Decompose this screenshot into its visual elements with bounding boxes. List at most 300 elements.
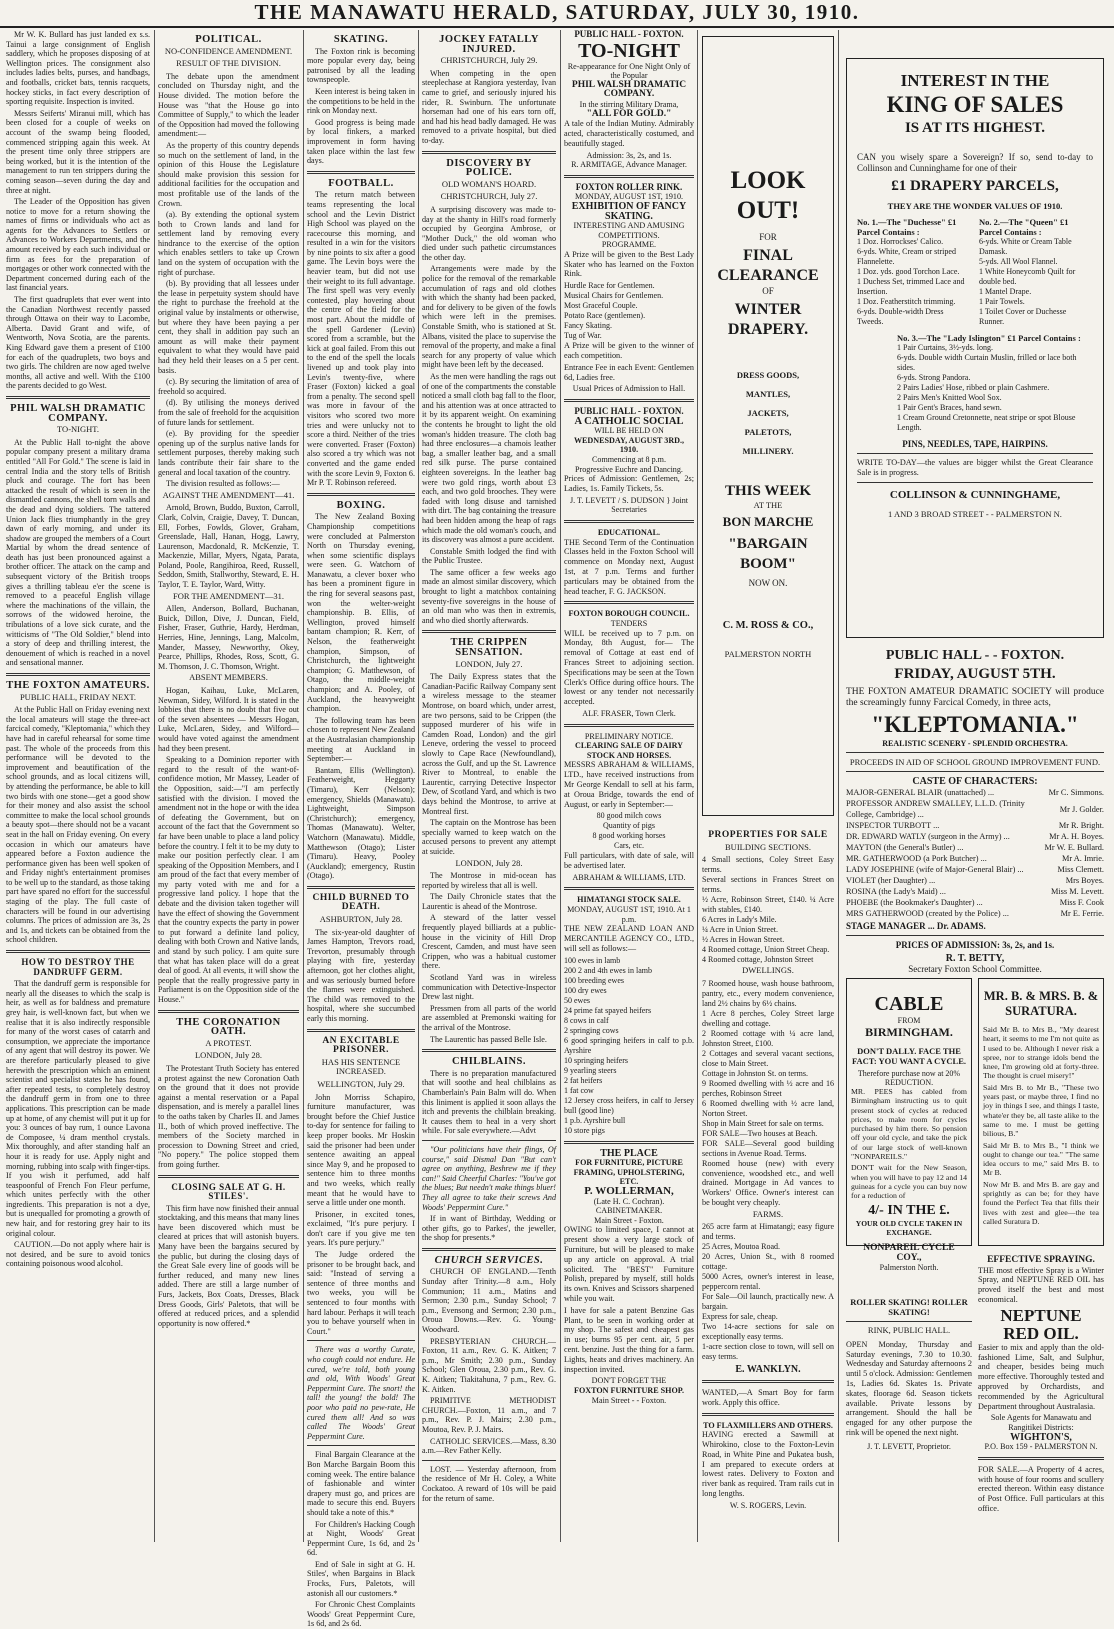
article-football: The return match between teams representing the local school and the Levin District High School was played on the racecourse this morning, and resulted in a win for the visitors by nine points to six after a good game. The Levin boys were the heavier team, but did not use their weight to its full advantage. The first spell was very evenly contested, play hovering about the centre of the field for the most part. About the middle of the spell Gardener (Levin) scored from a scramble, but the kick at goal failed. From this out to the end of the spell the locals livened up and took play into Levin's twenty-five, where Fraser (Foxton) kicked a goal from a penalty. The second spell was more in favour of the visitors who scored two more tries and were unlucky not to score a third. Neither of the tries were converted. Fraser (Foxton) also scored a try which was not converted and the game ended with the score Levin 9, Foxton 6. Mr P. T. Robinson refereed. — [307, 190, 415, 488]
ad-line: PROGRAMME. — [601, 240, 657, 250]
list-item: Quantity of pigs — [603, 821, 655, 831]
kos-pins: PINS, NEEDLES, TAPE, HAIRPINS. — [902, 439, 1048, 449]
list-item: Hurdle Race for Gentlemen. — [564, 281, 655, 291]
heading-discovery: DISCOVERY BY POLICE. — [446, 157, 532, 179]
article-prisoner-1: John Morriss Schapiro, furniture manufacturer, was brought before the Chief Justice to-day for sentence for failing to keep proper books. Mr Hoskin said the prisoner had been under sentence awaiting an appeal since May 9, and he proposed to sentence him to three months and two weeks, which really meant that he would have to serve a little under one month. — [307, 1092, 415, 1208]
heading-foxton-amateurs: THE FOXTON AMATEURS. — [6, 680, 150, 691]
list-item: 200 2 and 4th ewes in lamb — [564, 965, 652, 975]
cast-role: MRS GATHERWOOD (created by the Police) ... — [846, 909, 1009, 918]
list-item: JACKETS, — [747, 408, 789, 418]
article-skating-3: Good progress is being made by local finkers, a marked improvement in form having taken place within the last few days. — [307, 117, 415, 166]
article-jockey: When competing in the open steeplechase at Rangiora yesterday, Ivan came to grief, and seriously injured his rider, R. Swinburn. The unfortunate horseman had one of his ears torn off, and had his head badly damaged. He was removed to a private hospital, but died to-day. — [422, 68, 556, 145]
list-item: 265 acre farm at Himatangi; easy figure and terms. — [702, 1222, 834, 1242]
kos-parcels-row — [857, 217, 1093, 327]
against-heading: AGAINST THE AMENDMENT—41. — [162, 489, 295, 500]
ad-tenders-body: WILL be received up to 7 p.m. on Monday, 8th August, for— The removal of Cottage at east end of Frances Street to adjoining section. Specifications may be seen at the Town Clerk's Office during office hours. The lowest or any tender not necessarily accepted. — [564, 628, 694, 707]
ad-line: A Prize will be given to the winner of each competition. — [564, 341, 694, 361]
heading-church-services: CHURCH SERVICES. — [434, 1254, 544, 1266]
kos-heading-1: INTEREST IN THE — [900, 71, 1050, 90]
divider — [564, 1141, 694, 1144]
poem-curate: There was a worthy Curate, who cough could not endure. He cured, we're told, both young and old, With Woods' Great Peppermint Cure. The snort! the tall! the young! the bold! The poor who paid no pew-rate, He cured them all! And so was called The Woods' Great Peppermint Cure. — [307, 1345, 415, 1441]
cable-body: MR. PEES has cabled from Birmingham instructing us to quit present stock of cycles at reduced prices, to make room for cycles purchased by him there. So pension off your old cycle, and take the pick of our large stock of well-known "NONPAREILS." — [851, 1087, 967, 1162]
ad-line: Main Street - - Foxton. — [591, 1395, 667, 1405]
spray-agents: Sole Agents for Manawatu and Rangitikei Districts: — [990, 1413, 1092, 1432]
ad-fancy-skating: EXHIBITION OF FANCY SKATING. — [571, 200, 687, 222]
ad-line: WILL BE HELD ON — [594, 426, 664, 436]
article-boxing-list: Bantam, Ellis (Wellington). Featherweight, Heggarty (Timaru), Kerr (Nelson); emergency, Shields (Manawatu). Lightweight, Simpson (Christchurch); emergency, Thomas (Manawatu). Welter, Watchorn (Manawatu). Middle, Matthewson (Otago); Lister (Timaru). Heavy, Pooley (Auckland); emergency, Rustin (Otago). — [307, 765, 415, 881]
ad-line: A Prize will be given to the Best Lady Skater who has learned on the Foxton Rink. — [564, 249, 694, 279]
look-out: LOOK OUT! — [730, 167, 806, 224]
article-crippen-7: Pressmen from all parts of the world are assembled at Premonski waiting for the arrival of the Montrose. — [422, 1003, 556, 1032]
list-item: 1 White Honeycomb Quilt for double bed. — [979, 267, 1076, 286]
cast-role: MR. GATHERWOOD (a Pork Butcher) ... — [846, 854, 987, 863]
article-crippen-1: The Daily Express states that the Canadian-Pacific Railway Company sent a wireless message to the steamer Montrose, on board which, under arrest, are two persons, said to be Crippen (the supposed murderer of his wife in Camden Road, London) and the girl Leneve, ordering the vessel to proceed slowly to Cape Race (Newfoundland), across the Gulf, and up the St. Lawrence River to Montreal, to enable the Laurentic, carrying Detective Inspector Dew, of Scotland Yard, and which is two days behind the Montrose, to arrive at Montreal first. — [422, 672, 556, 816]
winter-drapery: WINTER DRAPERY. — [727, 301, 809, 338]
article-dandruff: That the dandruff germ is responsible for nearly all the diseases to which the scalp is heir, as well as for baldness and premature grey hair, is well-known fact, but when we realise that it is also indirectly responsible for many of the worst cases of catarrh and consumption, we appreciate the importance of any agent that will destroy its power. We are therefore particularly pleased to give herewith the prescription which an eminent scientist and specialist states he has found, after repeated tests, to completely destroy the dandruff germ in from one to three applications. This prescription can be made up at home, of any chemist will put it up for you: 3 ounces of bay rum, 1 ounce Lavona de Composee, ¼ dram menthol crystals. Mix thoroughly, and after standing half an hour it is ready for use. Apply night and morning, rubbing into scalp with finger-tips. If you wish it perfumed, add half teaspoonful of French Fon Fleur perfume, which unites perfectly with the other ingredients. This preparation is not a dye, but is unequalled for promoting a growth of new hair, and for restoring grey hair to its original colour. — [6, 979, 150, 1238]
church-england: CHURCH OF ENGLAND.—Tenth Sunday after Trinity.—8 a.m., Holy Communion; 11 a.m., Matins and Sermon; 2.30 p.m., Sunday School; 7 p.m., Evensong and Sermon; 2.30 p.m., Oroua Downs.—Rev. G. Young-Woodward. — [422, 1267, 556, 1335]
cable-dont-dally: DON'T DALLY. FACE THE FACT: YOU WANT A CYCLE. — [851, 1046, 967, 1066]
column-rule — [838, 30, 839, 1542]
against-list: Arnold, Brown, Buddo, Buxton, Carroll, Clark, Colvin, Craigie, Davey, T. Duncan, Ell, Forbes, Fowlds, Glover, Graham, Greenslade, Hall, Hanan, Hogg, Lawry, Laurenson, Macdonald, R. McKenzie, T. Mackenzie, Millar, Myers, Ngata, Parata, Poland, Poole, Rangihiroa, Reed, Russell, Seddon, Smith, Stallworthy, Steward, E. H. Taylor, T. E. Taylor, Ward, Witty. — [158, 503, 299, 590]
table-row — [846, 853, 1104, 864]
divider — [307, 886, 415, 889]
list-item: 2 Pairs Men's Knitted Wool Sox. — [897, 393, 1002, 402]
list-item: 6-yds. Double-width Dress Tweeds. — [857, 307, 944, 326]
divider — [422, 1140, 556, 1141]
notice-wanted: WANTED,—A Smart Boy for farm work. Apply this office. — [702, 1387, 834, 1407]
article-kleptomania: At the Public Hall on Friday evening next the local amateurs will stage the three-act farcical comedy, "Kleptomania," which they have had in careful rehearsal for some time past. The whole of the proceeds from this performance will be devoted to the improvement and beautification of the school grounds, and as local citizens will, by attending the performance, be able to kill two birds with one stone—get a good show for their money and also assist the school committee to make the local school grounds a beauty spot—there should not be a vacant seat in the hall on Friday evening. On every occasion in which our amateurs have appeared before a Foxton audience the performance given has been well spoken of and Friday night's entertainment promises to be well up to the standard, as those taking part have spared no effort for the successful staging of the play. The full caste of characters will be found in our advertising columns. The prices of admission are 3s, 2s and 1s, and tickets can be obtained from the school children. — [6, 705, 150, 945]
ad-himatangi-body: THE NEW ZEALAND LOAN AND MERCANTILE AGENCY CO., LTD., will sell as follows:— — [564, 924, 694, 953]
this-week: THIS WEEK — [724, 483, 811, 499]
ad-line: Commencing at 8 p.m. — [592, 455, 666, 465]
ad-public-hall-title: PUBLIC HALL - FOXTON. — [574, 29, 684, 39]
list-item: 1 Doz. Featherstitch trimming. — [857, 297, 956, 306]
article-discovery-3: As the men were handling the rags out of one of the compartments the constable noticed a small cloth bag fall to the floor, and his attention was at once attracted to it by its apparent weight. On examining the contents he brought to light the old woman's hidden treasure. The cloth bag had three enclosures—a chamois leather bag, a smaller leather bag, and a small red silk purse. The purse contained eighteen sovereigns. In the leather bag were two gold rings, worth about £3 each, and two gold brooches. They were faded with long disuse and tarnished with dirt. The bag containing the treasure had been hidden among the heap of rags which made the old woman's couch, and its discovery was almost a pure accident. — [422, 372, 556, 545]
ad-line: NOW ON. — [748, 578, 788, 588]
article-chilblains: There is no preparation manufactured that will soothe and heal chilblains as Chamberlain's Pain Balm will do. When this liniment is applied it soon allays the itch and prevents the chilblain breaking. It causes them to heal in a very short while. For sale everywhere.—Advt — [422, 1068, 556, 1136]
list-item: 6-yds. White, Cream or striped Flannelette. — [857, 247, 956, 266]
divider — [6, 673, 150, 676]
dateline: ASHBURTON, July 28. — [319, 914, 403, 925]
article-prisoner-3: The Judge ordered the prisoner to be brought back, and said: "Instead of serving a sentence of three months and two weeks, you will be sentenced to four months with hard labour. Perhaps it will teach you to behave yourself when in Court." — [307, 1250, 415, 1336]
klep-intro: THE FOXTON AMATEUR DRAMATIC SOCIETY will produce the screamingly funny Farcical Comedy, in three acts, — [846, 687, 1104, 708]
list-item: 2 Pairs Ladies' Hose, ribbed or plain Cashmere. — [897, 383, 1050, 392]
table-row — [846, 875, 1104, 886]
list-item: FOR SALE—Two houses at Beach. — [702, 1128, 818, 1138]
ad-tonight: TO-NIGHT — [578, 39, 680, 62]
cast-role: ROSINA (the Lady's Maid) ... — [846, 887, 946, 896]
notice-cough: For Children's Hacking Cough at Night, Woods' Great Peppermint Cure, 1s 6d, and 2s 6d. — [307, 1519, 415, 1558]
ad-signature: W. S. ROGERS, Levin. — [729, 1500, 807, 1510]
list-item: 6 good springing heifers in calf to p.b. Ayrshire — [564, 1035, 694, 1055]
heading-flaxmillers: TO FLAXMILLERS AND OTHERS. — [703, 1420, 833, 1430]
article-skating-1: The Foxton rink is becoming more popular every day, being patronised by all the leading townspeople. — [307, 46, 415, 85]
list-item: 1 Mantel Drape. — [979, 287, 1032, 296]
list-item: 1 fat cow — [564, 1085, 594, 1095]
table-row — [846, 864, 1104, 875]
cable-reduction: Therefore purchase now at 20% REDUCTION. — [857, 1069, 961, 1087]
table-row — [846, 831, 1104, 842]
kos-write-today: WRITE TO-DAY—the values are bigger whilst the Great Clearance Sale is in progress. — [857, 458, 1093, 477]
list-item: MILLINERY. — [742, 446, 794, 456]
cable-place: Palmerston North. — [879, 1262, 939, 1272]
list-item: 1 Duchess Set, trimmed Lace and Insertion. — [857, 277, 965, 296]
column-rule — [154, 30, 155, 1542]
divider — [307, 1340, 415, 1341]
rink-signature: J. T. LEVETT, Proprietor. — [867, 1441, 951, 1451]
cable-birmingham: BIRMINGHAM. — [865, 1025, 953, 1039]
notice-lost: LOST. — Yesterday afternoon, from the residence of Mr H. Coley, a White Cockatoo. A reward of 10s will be paid for the return of same. — [422, 1464, 556, 1503]
spray-red-oil: RED OIL. — [1003, 1323, 1079, 1343]
divider — [564, 887, 694, 890]
list-item: Tug of War. — [564, 331, 602, 341]
list-item: Shop in Main Street for sale on terms. — [702, 1118, 824, 1128]
kos-address: 1 AND 3 BROAD STREET - - PALMERSTON N. — [888, 508, 1062, 519]
klep-date: FRIDAY, AUGUST 5TH. — [894, 666, 1056, 682]
article-saddlery: Mr W. K. Bullard has just landed ex s.s. Tainui a large consignment of English saddlery, which he proposes disposing of at Wellington prices. The consignment also includes ladies belts, purses, and handbags, and footballs, cricket bats, tennis racquets, hockey sticks, in fact every description of sporting requisite. Inspection is invited. — [6, 30, 150, 107]
heading-phil-walsh: PHIL WALSH DRAMATIC COMPANY. — [10, 402, 146, 424]
divider — [702, 1413, 834, 1416]
list-item: 100 ewes in lamb — [564, 955, 621, 965]
heading-football: FOOTBALL. — [328, 177, 394, 189]
column-1 — [6, 30, 150, 1540]
heading-political: POLITICAL. — [195, 34, 262, 45]
divider — [307, 493, 415, 496]
ad-line: (Late H. C. Cochran). CABINETMAKER. — [593, 1196, 665, 1216]
kos-heading-2: KING OF SALES — [886, 92, 1064, 117]
column-5 — [564, 30, 694, 1540]
klep-secretary: R. T. BETTY, — [945, 953, 1005, 964]
subheading: RESULT OF THE DIVISION. — [176, 58, 281, 69]
column-rule — [418, 30, 419, 1542]
article-discovery-4: Constable Smith lodged the find with the Public Trustee. — [422, 546, 556, 566]
subheading: HAS HIS SENTENCE INCREASED. — [321, 1056, 401, 1077]
list-item: 4 Small sections, Coley Street Easy terms. — [702, 855, 834, 875]
heading-coronation-oath: THE CORONATION OATH. — [176, 1016, 281, 1038]
divider — [6, 396, 150, 399]
bon-marche-ad — [702, 36, 834, 816]
article-discovery-5: The same officer a few weeks ago made an almost similar discovery, which brought to light a matchbox containing seventy-five sovereigns in the house of an old man who was then in extremis, and who died shortly afterwards. — [422, 567, 556, 625]
article-discovery-1: A surprising discovery was made to-day at the shanty in Hill's road formerly occupied by Georgina Ambrose, or "Mother Duck," the old woman who died under such pathetic circumstances the other day. — [422, 204, 556, 262]
list-item: Potato Race (gentlemen). — [564, 311, 646, 321]
list-item: 6-yds. Double width Curtain Muslin, frilled or lace both sides. — [897, 353, 1077, 372]
heading-properties: PROPERTIES FOR SALE — [708, 830, 828, 840]
article-quadruplets: The first quadruplets that ever went into the Canadian Northwest recently passed through Ottawa on their way to Lacombe, Alberta. David Grant and wife, of Wentworth, Nova Scotia, are the parents. King Edward gave them a present of £100 for each of the quadruplets, two boys and two girls. The children are now aged twelve months, all active and well. With the £100 the parents decided to go West. — [6, 295, 150, 391]
list-item: ¼ Acre in Union Street. — [702, 925, 778, 935]
for-list: Allen, Anderson, Bollard, Buchanan, Buick, Dillon, Dive, J. Duncan, Field, Fisher, Fraser, Guthrie, Hardy, Herdman, Herries, Hine, Jennings, Lang, Malcolm, Mander, Massey, Newworthy, Okey, Pearce, Phillips, Rhodes, Ross, Scott, G. M. Thomson, J. C. Thomson, Wright. — [158, 604, 299, 671]
ad-signature: J. T. LEVETT / S. DUDSON } Joint Secretaries — [569, 495, 689, 515]
dateline: CHRISTCHURCH, July 27. — [440, 191, 538, 202]
article-discovery-2: Arrangements were made by the police for the removal of the remarkable accumulation of rags and old clothes with which the shanty had been packed, and for delivery to be given of the fowls which were left in the premises. Constable Smith, who is stationed at St. Albans, visited the place to supervise the removal of the property, and make a final search for any property of value which might have been left by the deceased. — [422, 264, 556, 370]
suratura-verse-4: Now Mr B. and Mrs B. are gay and sprightly as can be; for they have found the Perfect Tea that fills their lives with zest and glee—the tea called Suratura D. — [983, 1179, 1099, 1226]
list-item: 6 Roomed dwelling with ½ acre land, Norton Street. — [702, 1098, 834, 1118]
ad-line: PALMERSTON NORTH — [724, 649, 812, 659]
divider — [422, 151, 556, 154]
table-row — [846, 908, 1104, 919]
cast-actor: Mr J. Golder. — [1059, 804, 1104, 814]
article-crippen-2: The captain on the Montrose has been specially warned to keep watch on the accused persons to prevent any attempt at suicide. — [422, 818, 556, 856]
ad-clearing-sale: CLEARING SALE OF DAIRY STOCK AND HORSES. — [574, 741, 684, 760]
article-clause-c: (c). By securing the limitation of area of freehold so acquired. — [158, 377, 299, 396]
heading-crippen: THE CRIPPEN SENSATION. — [450, 637, 528, 659]
article-child-burned: The six-year-old daughter of James Hampton, Trevors road, Trevorton, presumably through playing with fire, yesterday afternoon, got her clothes alight, and was seriously burned before the flames were extinguished. The child was removed to the hospital, where she succumbed early this morning. — [307, 927, 415, 1023]
article-amendment: As the property of this country depends so much on the settlement of land, in the opinion of this House the Legislature should make provision this session for additional facilities for the occupation and most profitable use of the lands of the Crown. — [158, 140, 299, 208]
kos-wonder-values: THEY ARE THE WONDER VALUES OF 1910. — [887, 201, 1063, 211]
cast-role: LADY JOSEPHINE (wife of Major-General Blair) ... — [846, 865, 1024, 874]
ad-signature: E. WANKLYN. — [735, 1364, 801, 1376]
ad-date: MONDAY, AUGUST 1ST, 1910. At 1 p.m. — [567, 905, 691, 924]
list-item: 8 good working horses — [592, 831, 666, 841]
column-4 — [422, 30, 556, 1540]
cast-actor: Miss F. Cook — [1059, 898, 1104, 907]
list-item: ½ Acre, Robinson Street, £140. ¼ Acre with stables, £140. — [702, 895, 834, 915]
cast-actor: Miss Clemett. — [1057, 865, 1104, 874]
list-item: 10 springing heifers — [564, 1055, 628, 1065]
article-crippen-8: The Laurentic has passed Belle Isle. — [430, 1034, 547, 1044]
ad-line: A tale of the Indian Mutiny. Admirably acted, characteristically costumed, and beautifully staged. — [564, 119, 694, 148]
ad-line: Prices of Admission: Gentlemen, 2s; Ladies, 1s. Family Tickets, 5s. — [564, 474, 694, 494]
divider — [307, 1445, 415, 1446]
ross-and-co: C. M. ROSS & CO., — [722, 620, 814, 631]
poem-politicians: "Our politicians have their flings, Of course," said Dismal Dan "But can't agree on anything, Beshrew me if they can!" Said Cheerful Charles: "You've got the blues; But needn't make things bluer! They all agree to take their screws And Woods' Peppermint Cure." — [422, 1144, 556, 1212]
article-division: The division resulted as follows:— — [166, 479, 280, 489]
divider — [6, 950, 150, 953]
cast-role: MAYTON (the General's Butler) ... — [846, 843, 964, 852]
klep-hall: PUBLIC HALL - - FOXTON. — [885, 648, 1065, 663]
table-row — [846, 897, 1104, 908]
ad-sawmill: HAVING erected a Sawmill at Whirokino, close to the Foxton-Levin Road, in White Pine and Pukatea bush, I am prepared to execute orders at lowest rates. Delivery to Foxton and river bank as required. Tram rails cut in long lengths. — [702, 1430, 834, 1498]
ad-line: FOR — [759, 232, 777, 242]
cast-role: INSPECTOR TURBOTT ... — [846, 821, 940, 830]
ad-the-place: THE PLACE — [600, 1147, 658, 1159]
parcel-heading: No. 1.—The "Duchesse" £1 Parcel Contains : — [857, 217, 957, 237]
cast-actor: Mr A. H. Boyes. — [1049, 832, 1104, 841]
ad-educational-title: EDUCATIONAL. — [597, 528, 661, 537]
cable-title: CABLE — [874, 993, 944, 1015]
cast-role: MAJOR-GENERAL BLAIR (unattached) ... — [846, 788, 995, 797]
suratura-ad — [978, 978, 1104, 1246]
divider — [846, 771, 1104, 772]
king-of-sales-ad — [846, 58, 1104, 638]
cast-actor: Mr W. E. Bullard. — [1044, 843, 1104, 852]
list-item: 1 Acre 8 perches, Coley Street large dwelling and cottage. — [702, 1008, 834, 1028]
ad-line: DON'T FORGET THE — [591, 1376, 667, 1386]
spray-address: P.O. Box 159 - PALMERSTON N. — [984, 1442, 1098, 1452]
ad-phil-walsh: PHIL WALSH DRAMATIC COMPANY. — [571, 79, 687, 100]
article-clause-e: (e). By providing for the speedier opening up of the surplus native lands for settlement purposes, thereby making such lands contribute their fair share to the general and local taxation of the country. — [158, 429, 299, 477]
heading-closing-sale: CLOSING SALE AT G. H. STILES'. — [171, 1181, 286, 1202]
rink-body: OPEN Monday, Thursday and Saturday evenings, 7.30 to 10.30. Wednesday and Saturday afternoons 2 until 5 o'clock. Admission: Gentlemen 1s, Ladies 6d. Skates 1s. Private skates, floorage 6d. Season tickets available. Private lessons by arrangement. Should the hall be engaged for any other purpose the rink will be opened the next night. — [846, 1339, 972, 1437]
list-item: FOR SALE—Several good building sections in Avenue Road. Terms. — [702, 1138, 834, 1158]
list-item: DRESS GOODS, — [736, 370, 800, 380]
list-item: MANTLES, — [745, 389, 791, 399]
article-skating-2: Keen interest is being taken in the competitions to be held in the rink on Monday next. — [307, 86, 415, 116]
ad-himatangi-title: HIMATANGI STOCK SALE. — [577, 895, 681, 905]
ad-clearing-body: MESSRS ABRAHAM & WILLIAMS, LTD., have received instructions from Mr George Kendall to sell at his farm, at Oroua Bridge, towards the end of August, or early in September:— — [564, 760, 694, 809]
list-item: 2 fat heifers — [564, 1075, 603, 1085]
column-2 — [158, 30, 299, 1540]
heading-dandruff: HOW TO DESTROY THE DANDRUFF GERM. — [21, 957, 135, 977]
divider — [857, 482, 1093, 483]
list-item: 10 store pigs — [564, 1125, 605, 1135]
article-clause-d: (d). By utilising the moneys derived from the sale of freehold for the acquisition of future lands for settlement. — [158, 398, 299, 427]
list-item: Musical Chairs for Gentlemen. — [564, 291, 664, 301]
list-item: 100 dry ewes — [564, 985, 607, 995]
final-clearance: FINAL CLEARANCE — [717, 247, 819, 284]
divider — [564, 175, 694, 178]
ad-date: MONDAY, AUGUST 1ST, 1910. — [574, 192, 684, 202]
spraying-ad — [978, 1256, 1104, 1540]
absent-heading: ABSENT MEMBERS. — [189, 672, 268, 683]
list-item: 5000 Acres, owner's interest in lease, peppercorn rental. — [702, 1272, 834, 1292]
list-item: PALETOTS, — [744, 427, 792, 437]
ad-line: In the stirring Military Drama, — [579, 99, 679, 109]
cast-role: VIOLET (her Daughter) ... — [846, 876, 936, 885]
list-item: Express for sale, cheap. — [702, 1312, 778, 1322]
cast-actor: Mr R. Bright. — [1058, 821, 1104, 830]
notice-bon-marche: Final Bargain Clearance at the Bon Marche Bargain Boom this coming week. The entire balance of fashionable and winter drapery must go, and prices are made to secure this end. Buyers should take a note of this.* — [307, 1450, 415, 1517]
ad-signature: ABRAHAM & WILLIAMS, LTD. — [572, 872, 686, 882]
article-clause-a: (a). By extending the optional system both to Crown lands and land for settlement land by removing every hindrance to the exercise of the option which enables settlers to take up Crown land on the system of occupation with the right of purchase. — [158, 210, 299, 277]
ad-line: Full particulars, with date of sale, will be advertised later. — [564, 851, 694, 871]
spray-firm: WIGHTON'S, — [1010, 1431, 1072, 1443]
parcel-3 — [897, 333, 1093, 433]
table-row — [846, 798, 1104, 820]
divider — [422, 630, 556, 633]
divider — [422, 1049, 556, 1052]
ad-line: FOR FURNITURE, PICTURE FRAMING, UPHOLSTERING, ETC. — [573, 1158, 685, 1187]
cable-four-shillings: 4/- IN THE £. — [868, 1202, 950, 1218]
table-row — [846, 787, 1104, 798]
divider — [422, 1460, 556, 1461]
dateline: LONDON, July 27. — [455, 658, 523, 669]
klep-prices: PRICES OF ADMISSION: 3s, 2s, and 1s. — [895, 940, 1055, 950]
divider — [564, 520, 694, 523]
list-item: 9 yearling steers — [564, 1065, 617, 1075]
list-item: 6-yds. White or Cream Table Damask. — [979, 237, 1072, 256]
divider — [564, 601, 694, 604]
list-item: 4 Roomed cottage, Johnston Street — [702, 955, 814, 965]
article-all-for-gold: At the Public Hall to-night the above popular company present a military drama entitled "All For Gold." The scene is laid in central India and the story tells of British pluck and courage. The fort has been attacked the result of which is seen in the dismantled cannons, the shell torn walls and the dead and dying soldiers. The tattered Union Jack flies triumphantly in the grey dawn of early morning, and under its shadow are grouped the members of a Court Martial by whom the dread sentence of death has just been pronounced against a brother officer. The attack on the camp and subsequent victory of the British troops gives a thrilling tableau e'er the scene is removed to a peaceful English village where the machinations of the villain, the sorrows of the widowed heroine, the tribulations of a love sick curate, and the witticisms of "The Old Soldier," blend into a story of deep and thrilling interest, the denouement of which is reached in a novel and sensational manner. — [6, 437, 150, 668]
divider — [307, 171, 415, 174]
cast-actor: Mr C. Simmons. — [1048, 788, 1104, 797]
right-lower — [846, 1256, 1104, 1540]
article-miranui-mill: Messrs Seiferts' Miranui mill, which has been closed for a couple of weeks on account of the swamp being flooded, commenced stripping again this week. At the present time only three strippers are being worked, but it is the intention of the management to run ten strippers during the coming season—seven during the day and three at night. — [6, 108, 150, 195]
cast-role: DR. EDWARD WATLY (surgeon in the Army) ... — [846, 832, 1010, 841]
subheading: DWELLINGS. — [742, 965, 794, 976]
ad-tenders: TENDERS — [610, 618, 648, 628]
list-item: 8 cows in calf — [564, 1015, 609, 1025]
ad-line: Re-appearance for One Night Only of the Popular — [567, 61, 691, 81]
article-caution: CAUTION.—Do not apply where hair is not desired, and be sure to avoid tonics containing poisonous wood alcohol. — [6, 1240, 150, 1269]
suratura-title: MR. B. & MRS. B. & SURATURA. — [983, 989, 1099, 1018]
subheading: OLD WOMAN'S HOARD. — [441, 178, 537, 189]
klep-scenery: REALISTIC SCENERY - SPLENDID ORCHESTRA. — [882, 739, 1068, 748]
notice-for-sale: FOR SALE.—A Property of 4 acres, with house of four rooms and scullery erected thereon. Within easy distance of Post Office. Full particulars at this office. — [978, 1464, 1104, 1513]
parcel-2 — [979, 217, 1093, 327]
suratura-verse-3: Said Mr B. to Mrs B., "I think we ought to change our tea." "The same idea occurs to me," said Mrs B. to Mr B. — [983, 1140, 1099, 1178]
list-item: Two 14-acre sections for sale on exceptionally easy terms. — [702, 1322, 834, 1342]
cast-actor: Mr A. Imrie. — [1062, 854, 1104, 863]
heading-chilblains: CHILBLAINS. — [451, 1056, 527, 1068]
article-opposition-notice: The Leader of the Opposition has given notice to move for a return showing the names of firms or individuals who act as agents for the Advances to Settlers or Advances to Workers Departments, and the amount received by each such individual or firm as fees for the preparation of mortgages or other work connected with the Department concerned during each of the last financial years. — [6, 197, 150, 293]
list-item: 2 Cottages and several vacant sections, close to Main Street. — [702, 1048, 834, 1068]
list-item: 1 Pair Towels. — [979, 297, 1025, 306]
article-crippen-5: A steward of the latter vessel frequently played billiards at a public-house in the vicinity of Hill Drop Crescent, Camden, and must have seen Crippen, who was a habitual customer there. — [422, 913, 556, 971]
list-item: 7 Roomed house, wash house bathroom, pantry, etc., every modern convenience, land 2½ chains by 6½ chains. — [702, 978, 834, 1008]
list-item: 6-yds. Strong Pandora. — [897, 373, 971, 382]
spray-intro: THE most effective Spray is a Winter Spray, and NEPTUNE RED OIL has proved itself the best and most economical. — [978, 1265, 1104, 1304]
column-3 — [307, 30, 415, 1629]
ad-line: Entrance Fee in each Event: Gentlemen 6d, Ladies free. — [564, 362, 694, 382]
list-item: 2 springing cows — [564, 1025, 619, 1035]
list-item: 1-acre section close to town, will sell on easy terms. — [702, 1342, 834, 1362]
parcel-heading: No. 3.—The "Lady Islington" £1 Parcel Contains : — [897, 333, 1081, 343]
kos-drapery-parcels: £1 DRAPERY PARCELS, — [891, 178, 1059, 194]
ad-line: R. ARMITAGE, Advance Manager. — [571, 160, 687, 170]
ad-line: Admission: 3s, 2s, and 1s. — [586, 150, 672, 160]
dateline: LONDON, July 28. — [194, 1050, 263, 1061]
column-rule — [303, 30, 304, 1542]
kos-heading-3: IS AT ITS HIGHEST. — [904, 120, 1046, 136]
article-boxing-team: The following team has been chosen to represent New Zealand at the Australasian championship meeting at Auckland in September:— — [307, 715, 415, 764]
divider — [846, 1321, 972, 1322]
for-heading: FOR THE AMENDMENT—31. — [172, 590, 285, 601]
ad-date: WEDNESDAY, AUGUST 3RD., 1910. — [573, 435, 685, 455]
list-item: Cottage in Johnston St. on terms. — [702, 1068, 808, 1078]
dateline: CHRISTCHURCH, July 29. — [440, 55, 538, 66]
ad-wollerman: P. WOLLERMAN, — [584, 1185, 674, 1198]
list-item: 1 Cream Ground Cretonnette, neat stripe or spot Blouse Length. — [897, 413, 1076, 432]
cable-ad — [846, 978, 972, 1272]
ad-social-title: PUBLIC HALL - FOXTON. — [574, 406, 684, 417]
subheading: PUBLIC HALL, FRIDAY NEXT. — [19, 691, 137, 702]
klep-secretary-title: Secretary Foxton School Committee. — [908, 964, 1042, 974]
divider — [158, 1175, 299, 1178]
list-item: 1 Pair Gent's Braces, hand sewn. — [897, 403, 1002, 412]
cast-actor: Mr E. Ferrie. — [1060, 909, 1104, 918]
klep-stage-manager: STAGE MANAGER ... Dr. ADAMS. — [846, 921, 986, 931]
cast-actor: Miss M. Levett. — [1050, 887, 1104, 896]
divider — [422, 1248, 556, 1251]
list-item: 1 Toilet Cover or Duchesse Runner. — [979, 307, 1067, 326]
article-closing-sale: This firm have now finished their annual stocktaking, and this means that many lines have been discovered which must be cleared at prices that will astonish buyers. Many have been the bargains secured by the public, but during the closing days of the Great Sale every line of goods will be further reduced, and many new lines added. There are still a large number of Furs, Jackets, Box Coats, Dresses, Black Dress Goods, Girls' Paletots, that will be offered at reduced prices, and a splendid opportunity is now offered.* — [158, 1203, 299, 1328]
klep-title: "KLEPTOMANIA." — [871, 712, 1079, 737]
list-item: 1 p.b. Ayrshire bull — [564, 1115, 626, 1125]
article-crippen-3: The Montrose in mid-ocean has reported by wireless that all is well. — [422, 871, 556, 890]
absent-list: Hogan, Kaihau, Luke, McLaren, Newman, Sidey, Wilford. It is stated in the lobbies that there is no doubt that five out of the seven absentees — Messrs Hogan, Luke, McLaren, Sidey, and Wilford—would have voted against the amendment had they been present. — [158, 686, 299, 753]
column-rule — [697, 30, 698, 1542]
subheading: FARMS. — [752, 1208, 784, 1219]
rink-title: ROLLER SKATING! ROLLER SKATING! — [850, 1297, 968, 1317]
ad-line: Main Street - Foxton. — [594, 1215, 664, 1225]
article-protest: The Protestant Truth Society has entered a protest against the new Coronation Oath on the ground that it does not provide against a mental reservation or a Papal dispensation, and is merely a parallel lines to the oaths taken by Charles II. and James II., both of which proved ineffective. The members of the Society marched in procession to Downing Street and cried, "No popery." The police stopped them from going further. — [158, 1063, 299, 1169]
ad-line: Usual Prices of Admission to Hall. — [572, 384, 686, 394]
subheading: A PROTEST. — [205, 1037, 252, 1048]
ad-furniture-body: OWING to limited space, I cannot at present show a very large stock of Furniture, but will be pleased to make up any article on approval. A trial solicited. The "BEST" Furniture Polish, prepared by myself, still holds its own. Knives and Scissors sharpened while you wait. — [564, 1225, 694, 1303]
list-item: 4 Roomed cottage, Union Street Cheap. — [702, 945, 830, 955]
spray-body: Easier to mix and apply than the old-fashioned Lime, Salt, and Sulphur, and cheaper, besides being much more effective. Thoroughly tested and approved by Orchardists, and recommended by the Agricultural Department throughout Australasia. — [978, 1342, 1104, 1411]
spray-title: EFFECTIVE SPRAYING. — [987, 1255, 1095, 1265]
subheading: BUILDING SECTIONS. — [725, 841, 811, 852]
list-item: 1 Pair Curtains, 3½-yds. long. — [897, 343, 993, 352]
dateline: LONDON, July 28. — [455, 857, 523, 868]
ad-line: AT THE — [753, 500, 783, 510]
list-item: ½ Acres in Howan Street. — [702, 935, 785, 945]
divider — [564, 399, 694, 402]
divider — [307, 1029, 415, 1032]
subheading: TO-NIGHT. — [57, 424, 99, 435]
